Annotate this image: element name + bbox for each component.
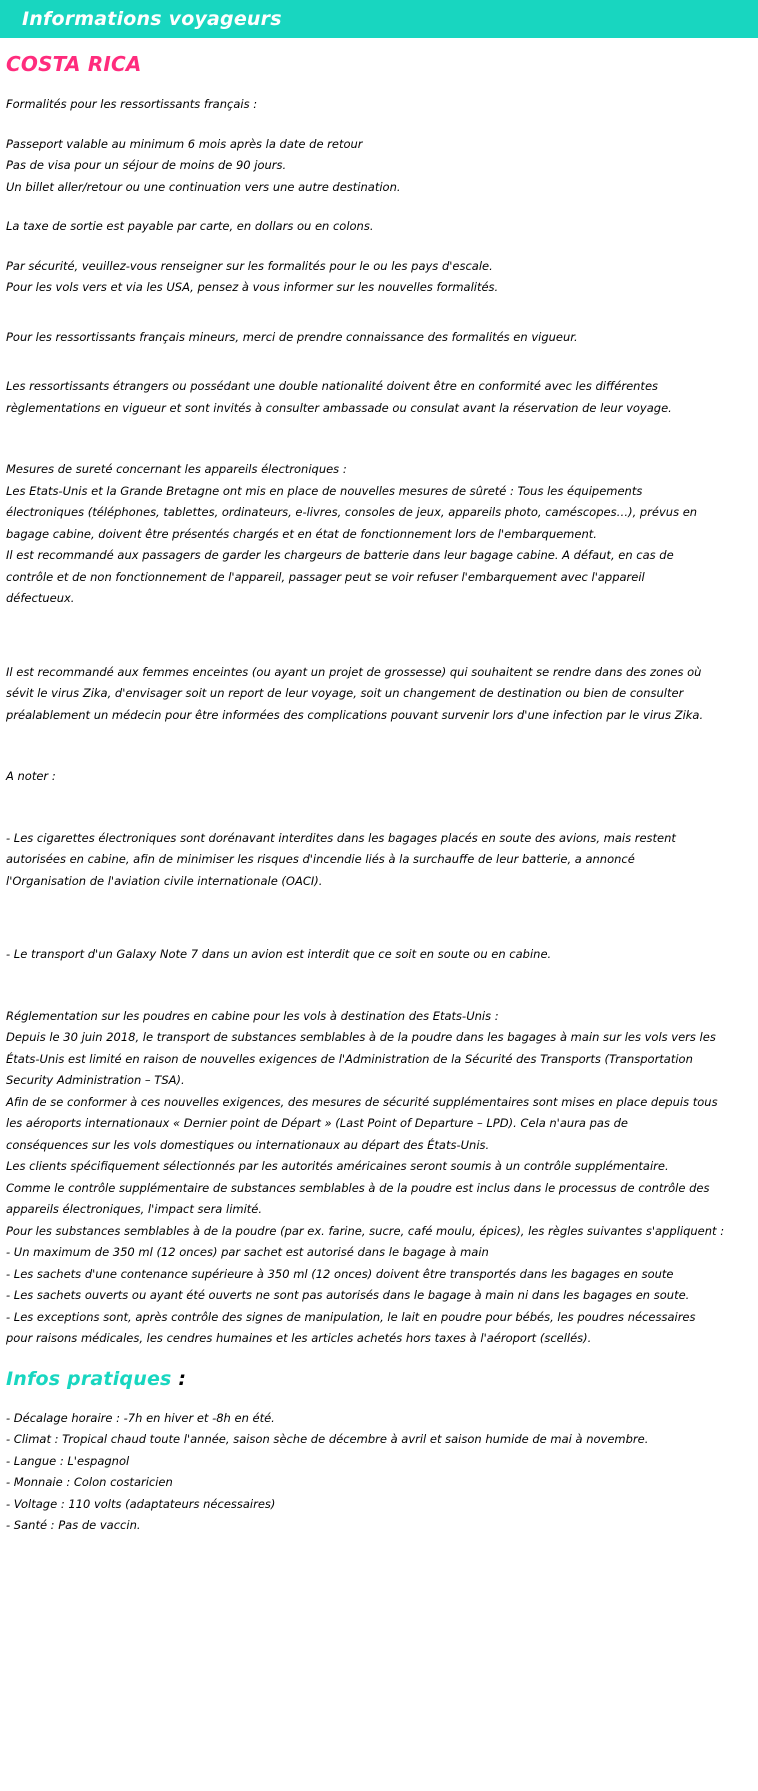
spacer	[6, 76, 750, 94]
practical-info-item: - Monnaie : Colon costaricien	[6, 1475, 173, 1489]
zika-line: Il est recommandé aux femmes enceintes (ou ayant un projet de grossesse) qui souhaitent se rendre dans des zones où	[6, 664, 702, 679]
practical-info-list	[6, 1408, 750, 1537]
ecigarettes-line: autorisées en cabine, afin de minimiser les risques d'incendie liés à la surchauffe de leur batterie, a annoncé	[6, 852, 635, 866]
minors-note: Pour les ressortissants français mineurs, merci de prendre connaissance des formalités en vigueur.	[6, 329, 578, 344]
formalities-list	[6, 134, 750, 199]
spacer	[6, 299, 750, 327]
powder-regulation-title: Réglementation sur les poudres en cabine pour les vols à destination des Etats-Unis :	[6, 1008, 499, 1023]
practical-info-item: - Décalage horaire : -7h en hiver et -8h en été.	[6, 1410, 275, 1425]
spacer	[6, 726, 750, 766]
powder-regulation-line: - Les sachets d'une contenance supérieure à 350 ml (12 onces) doivent être transportés dans les bagages en soute	[6, 1266, 674, 1281]
powder-regulation-line: appareils électroniques, l'impact sera limité.	[6, 1202, 263, 1216]
practical-info-item: - Langue : L'espagnol	[6, 1453, 130, 1468]
zika-line: sévit le virus Zika, d'envisager soit un report de leur voyage, soit un changement de destination ou bien de consulter	[6, 686, 684, 700]
powder-regulation-line: - Les sachets ouverts ou ayant été ouverts ne sont pas autorisés dans le bagage à main ni dans les bagages en soute.	[6, 1288, 690, 1302]
practical-info-item: - Santé : Pas de vaccin.	[6, 1518, 141, 1532]
practical-info-item: - Climat : Tropical chaud toute l'année, saison sèche de décembre à avril et saison humide de mai à novembre.	[6, 1432, 649, 1446]
powder-regulation-line: - Un maximum de 350 ml (12 onces) par sachet est autorisé dans le bagage à main	[6, 1245, 489, 1259]
formalities-item: Un billet aller/retour ou une continuation vers une autre destination.	[6, 179, 401, 194]
exit-tax-note: La taxe de sortie est payable par carte, en dollars ou en colons.	[6, 219, 374, 233]
security-measures-line: Les Etats-Unis et la Grande Bretagne ont mis en place de nouvelles mesures de sûreté : Tous les équipements	[6, 483, 643, 498]
ecigarettes-line: l'Organisation de l'aviation civile internationale (OACI).	[6, 873, 323, 888]
spacer	[6, 198, 750, 216]
powder-regulation-line: Afin de se conformer à ces nouvelles exigences, des mesures de sécurité supplémentaires sont mises en place depuis tous	[6, 1094, 718, 1109]
foreign-nationals-line: règlementations en vigueur et sont invités à consulter ambassade ou consulat avant la réservation de leur voyage.	[6, 400, 672, 415]
security-measures-line: Il est recommandé aux passagers de garder les chargeurs de batterie dans leur bagage cabine. A défaut, en cas de	[6, 548, 674, 562]
powder-regulation-line: Depuis le 30 juin 2018, le transport de substances semblables à de la poudre dans les bagages à main sur les vols vers les	[6, 1030, 716, 1044]
spacer	[6, 788, 750, 828]
practical-info-title-colon: :	[171, 1367, 187, 1390]
spacer	[6, 1390, 750, 1408]
zika-note	[6, 662, 750, 727]
document-header-bar	[0, 0, 758, 38]
practical-info-item: - Voltage : 110 volts (adaptateurs nécessaires)	[6, 1496, 276, 1511]
spacer	[6, 348, 750, 376]
powder-regulation-line: Security Administration – TSA).	[6, 1073, 185, 1087]
powder-regulation-line: Les clients spécifiquement sélectionnés par les autorités américaines seront soumis à un contrôle supplémentaire.	[6, 1159, 669, 1173]
security-measures-section	[6, 459, 750, 610]
ecigarettes-note	[6, 828, 750, 893]
security-measures-title: Mesures de sureté concernant les appareils électroniques :	[6, 462, 347, 476]
spacer	[6, 892, 750, 944]
security-measures-line: électroniques (téléphones, tablettes, ordinateurs, e-livres, consoles de jeux, appareils photo, caméscopes…), prévus en	[6, 505, 698, 519]
security-measures-line: bagage cabine, doivent être présentés chargés et en état de fonctionnement lors de l'embarquement.	[6, 526, 597, 541]
stopover-note	[6, 256, 750, 299]
security-measures-line: défectueux.	[6, 591, 75, 605]
ecigarettes-line: - Les cigarettes électroniques sont dorénavant interdites dans les bagages placés en soute des avions, mais restent	[6, 830, 676, 845]
powder-regulation-line: pour raisons médicales, les cendres humaines et les articles achetés hors taxes à l'aéroport (scellés).	[6, 1331, 592, 1345]
practical-info-title	[6, 1368, 750, 1390]
spacer	[6, 116, 750, 134]
document-content	[0, 52, 758, 1537]
powder-regulation-line: conséquences sur les vols domestiques ou internationaux au départ des États-Unis.	[6, 1137, 490, 1152]
spacer	[6, 238, 750, 256]
page-title: Informations voyageurs	[22, 8, 282, 30]
formalities-item: Pas de visa pour un séjour de moins de 90 jours.	[6, 158, 287, 172]
spacer	[6, 610, 750, 662]
security-measures-line: contrôle et de non fonctionnement de l'appareil, passager peut se voir refuser l'embarquement avec l'appareil	[6, 569, 645, 584]
powder-regulation-line: Pour les substances semblables à de la poudre (par ex. farine, sucre, café moulu, épices), les règles suivantes s'appliquent :	[6, 1223, 725, 1238]
zika-line: préalablement un médecin pour être informées des complications pouvant survenir lors d'une infection par le virus Zika.	[6, 707, 704, 722]
formalities-item: Passeport valable au minimum 6 mois après la date de retour	[6, 136, 363, 151]
a-noter-title: A noter :	[6, 769, 56, 783]
powder-regulation-line: les aéroports internationaux « Dernier point de Départ » (Last Point of Departure – LPD). Cela n'aura pas de	[6, 1116, 628, 1130]
foreign-nationals-line: Les ressortissants étrangers ou possédant une double nationalité doivent être en conformité avec les différentes	[6, 379, 659, 393]
formalities-intro: Formalités pour les ressortissants français :	[6, 97, 258, 111]
practical-info-title-text: Infos pratiques	[6, 1367, 172, 1390]
powder-regulation-section	[6, 1006, 750, 1350]
powder-regulation-line: États-Unis est limité en raison de nouvelles exigences de l'Administration de la Sécurité des Transports (Transportation	[6, 1051, 693, 1066]
foreign-nationals-note	[6, 376, 750, 419]
powder-regulation-line: Comme le contrôle supplémentaire de substances semblables à de la poudre est inclus dans le processus de contrôle des	[6, 1180, 710, 1195]
galaxy-note: - Le transport d'un Galaxy Note 7 dans un avion est interdit que ce soit en soute ou en cabine.	[6, 947, 552, 961]
powder-regulation-line: - Les exceptions sont, après contrôle des signes de manipulation, le lait en poudre pour bébés, les poudres nécessaires	[6, 1309, 696, 1324]
stopover-line: Pour les vols vers et via les USA, pensez à vous informer sur les nouvelles formalités.	[6, 280, 499, 294]
country-title: COSTA RICA	[6, 52, 142, 76]
spacer	[6, 419, 750, 459]
stopover-line: Par sécurité, veuillez-vous renseigner sur les formalités pour le ou les pays d'escale.	[6, 258, 493, 273]
spacer	[6, 1350, 750, 1368]
spacer	[6, 966, 750, 1006]
